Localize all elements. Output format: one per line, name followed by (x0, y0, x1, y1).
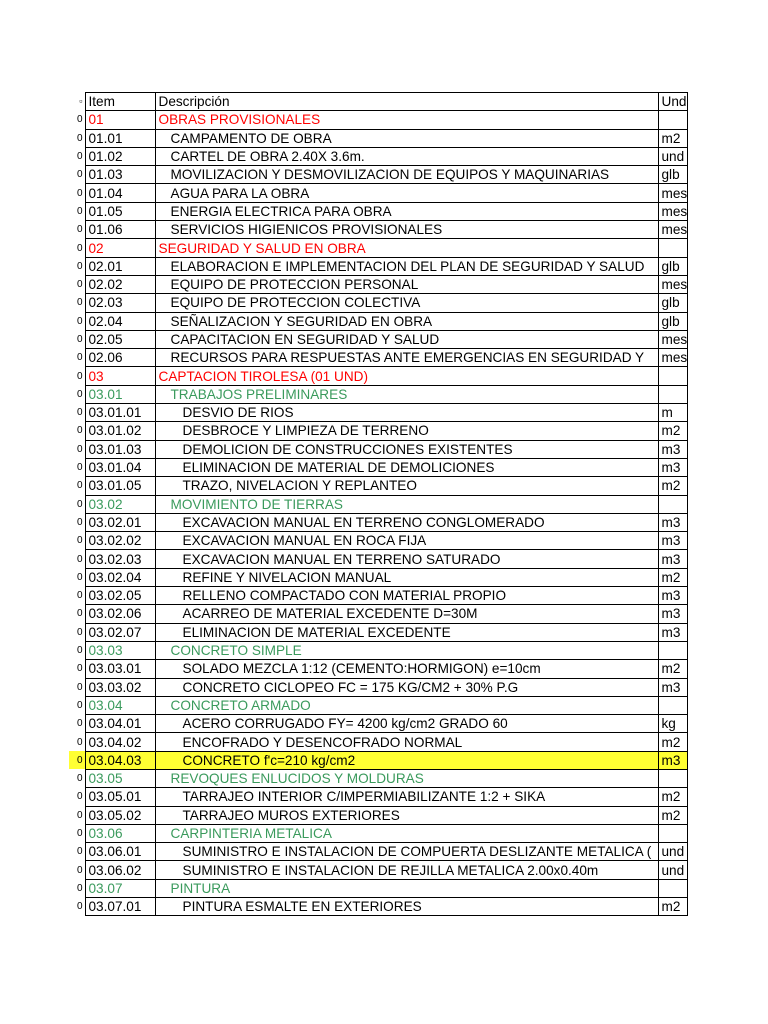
outline-level-marker[interactable]: 0 (76, 334, 83, 345)
item-code-cell[interactable]: 03.04.01 (85, 715, 155, 733)
outline-level-marker[interactable]: 0 (76, 425, 83, 437)
description-text: SUMINISTRO E INSTALACION DE COMPUERTA DESLIZANTE METALICA ( (182, 844, 652, 860)
item-code-cell[interactable]: 03.05.01 (85, 788, 155, 806)
outline-level-marker[interactable]: 0 (76, 901, 83, 913)
item-code-cell[interactable]: 02.05 (85, 330, 155, 348)
unit-cell[interactable] (658, 641, 688, 659)
description-cell[interactable] (155, 202, 658, 220)
description-cell[interactable] (155, 824, 658, 842)
table-row[interactable] (69, 678, 688, 696)
outline-level-marker[interactable]: 0 (76, 279, 83, 291)
unit-cell[interactable]: m3 (658, 587, 688, 605)
description-text: DESBROCE Y LIMPIEZA DE TERRENO (182, 423, 429, 439)
table-row[interactable] (69, 111, 688, 129)
unit-cell[interactable]: glb (658, 294, 688, 312)
outline-level-marker[interactable]: 0 (76, 571, 83, 583)
outline-level-marker[interactable]: 0 (76, 132, 83, 144)
outline-level-marker[interactable]: 0 (76, 169, 83, 181)
description-cell[interactable] (155, 221, 658, 239)
item-code-cell[interactable]: 01.05 (85, 202, 155, 220)
description-cell[interactable] (155, 184, 658, 202)
table-row[interactable] (69, 696, 688, 714)
item-code-cell[interactable]: 03.02.06 (85, 605, 155, 623)
unit-cell[interactable] (658, 696, 688, 714)
description-text: EXCAVACION MANUAL EN TERRENO SATURADO (182, 551, 501, 567)
description-text: CONCRETO f'c=210 kg/cm2 (182, 752, 356, 768)
table-row[interactable] (69, 422, 688, 440)
table-row[interactable] (69, 404, 688, 422)
description-cell[interactable] (155, 696, 658, 714)
item-code-cell[interactable]: 03.04 (85, 696, 155, 714)
description-cell[interactable] (155, 568, 658, 586)
description-cell[interactable] (155, 788, 658, 806)
description-text: DEMOLICION DE CONSTRUCCIONES EXISTENTES (182, 441, 513, 457)
item-code-cell[interactable]: 01.01 (85, 129, 155, 147)
unit-cell[interactable]: m2 (658, 660, 688, 678)
description-text: ELIMINACION DE MATERIAL EXCEDENTE (182, 624, 451, 640)
table-row[interactable] (69, 861, 688, 879)
unit-cell[interactable]: m3 (658, 440, 688, 458)
outline-level-marker[interactable]: 0 (76, 407, 83, 419)
unit-cell[interactable]: mes (658, 275, 688, 293)
description-text: CONCRETO ARMADO (170, 697, 311, 713)
description-cell[interactable] (155, 385, 658, 403)
description-text: ENERGIA ELECTRICA PARA OBRA (170, 203, 392, 219)
unit-cell[interactable]: und (658, 843, 688, 861)
item-code-cell[interactable]: 03.01 (85, 385, 155, 403)
table-row[interactable] (69, 568, 688, 586)
table-row[interactable] (69, 513, 688, 531)
description-text: REVOQUES ENLUCIDOS Y MOLDURAS (170, 771, 424, 787)
outline-level-marker[interactable]: 0 (76, 791, 83, 803)
table-row[interactable] (69, 349, 688, 367)
item-code-cell[interactable]: 03.07 (85, 879, 155, 897)
unit-cell[interactable]: m3 (658, 623, 688, 641)
unit-cell[interactable] (658, 111, 688, 129)
item-code-cell[interactable]: 01.06 (85, 221, 155, 239)
description-cell[interactable] (155, 623, 658, 641)
description-cell[interactable] (155, 495, 658, 513)
description-cell[interactable] (155, 861, 658, 879)
table-row[interactable] (69, 898, 688, 916)
description-text: RELLENO COMPACTADO CON MATERIAL PROPIO (182, 588, 507, 604)
unit-cell[interactable]: m2 (658, 568, 688, 586)
description-text: TRAZO, NIVELACION Y REPLANTEO (182, 478, 417, 494)
item-code-cell[interactable]: 03.02.05 (85, 587, 155, 605)
outline-level-marker[interactable]: 0 (76, 114, 83, 126)
outline-level-marker[interactable]: 0 (76, 608, 83, 620)
item-code-cell[interactable]: 03.04.02 (85, 733, 155, 751)
table-row[interactable] (69, 330, 688, 348)
outline-level-marker[interactable]: 0 (76, 151, 83, 163)
description-text: EXCAVACION MANUAL EN ROCA FIJA (182, 533, 427, 549)
item-code-cell[interactable]: 03.01.02 (85, 422, 155, 440)
item-code-cell[interactable]: 03 (85, 367, 155, 385)
table-row[interactable] (69, 605, 688, 623)
description-cell[interactable] (155, 715, 658, 733)
description-cell[interactable] (155, 751, 658, 769)
unit-cell[interactable]: m3 (658, 513, 688, 531)
unit-cell[interactable] (658, 385, 688, 403)
outline-level-marker[interactable]: 0 (76, 590, 83, 602)
unit-cell[interactable]: m2 (658, 806, 688, 824)
description-cell[interactable] (155, 275, 658, 293)
table-row[interactable] (69, 221, 688, 239)
table-row[interactable] (69, 879, 688, 897)
description-cell[interactable] (155, 806, 658, 824)
item-code-cell[interactable]: 03.02.01 (85, 513, 155, 531)
description-cell[interactable] (155, 458, 658, 476)
unit-cell[interactable] (658, 239, 688, 257)
description-text: TRABAJOS PRELIMINARES (170, 386, 348, 402)
table-row[interactable] (69, 532, 688, 550)
description-text: CAMPAMENTO DE OBRA (170, 130, 332, 146)
table-body (69, 111, 688, 916)
item-code-cell[interactable]: 03.06.02 (85, 861, 155, 879)
description-text: CARPINTERIA METALICA (170, 826, 332, 842)
table-row[interactable] (69, 367, 688, 385)
budget-table (69, 92, 688, 916)
table-row[interactable] (69, 129, 688, 147)
description-cell[interactable] (155, 513, 658, 531)
description-text: EXCAVACION MANUAL EN TERRENO CONGLOMERADO (182, 514, 545, 530)
outline-level-marker[interactable]: 0 (76, 224, 83, 236)
outline-level-marker[interactable]: 0 (76, 846, 83, 858)
outline-level-marker[interactable]: 0 (76, 443, 83, 455)
unit-cell[interactable]: m (658, 404, 688, 422)
outline-level-marker[interactable]: 0 (76, 626, 83, 638)
table-row[interactable] (69, 806, 688, 824)
unit-cell[interactable]: mes (658, 184, 688, 202)
description-text: TARRAJEO MUROS EXTERIORES (182, 807, 400, 823)
outline-level-marker[interactable]: 0 (76, 699, 83, 711)
outline-level-marker[interactable]: 0 (76, 864, 83, 876)
header-und[interactable]: Und (658, 93, 688, 111)
unit-cell[interactable]: mes (658, 202, 688, 220)
description-cell[interactable] (155, 532, 658, 550)
outline-level-marker[interactable]: 0 (76, 773, 83, 785)
unit-cell[interactable]: mes (658, 221, 688, 239)
table-row[interactable] (69, 294, 688, 312)
unit-cell[interactable] (658, 879, 688, 897)
description-cell[interactable] (155, 166, 658, 184)
description-text: EQUIPO DE PROTECCION COLECTIVA (170, 295, 421, 311)
item-code-cell[interactable]: 03.01.01 (85, 404, 155, 422)
outline-level-marker[interactable]: 0 (76, 242, 83, 254)
unit-cell[interactable]: m3 (658, 678, 688, 696)
unit-cell[interactable]: m3 (658, 605, 688, 623)
description-text: SEGURIDAD Y SALUD EN OBRA (158, 240, 366, 256)
table-row[interactable] (69, 184, 688, 202)
description-cell[interactable] (155, 660, 658, 678)
description-text: CONCRETO CICLOPEO FC = 175 KG/CM2 + 30% P.G (182, 679, 519, 695)
description-cell[interactable] (155, 367, 658, 385)
description-cell[interactable] (155, 257, 658, 275)
unit-cell[interactable]: mes (658, 330, 688, 348)
description-text: CAPACITACION EN SEGURIDAD Y SALUD (170, 332, 440, 347)
unit-cell[interactable]: m2 (658, 788, 688, 806)
item-code-cell[interactable]: 03.01.03 (85, 440, 155, 458)
description-cell[interactable] (155, 605, 658, 623)
description-text: TARRAJEO INTERIOR C/IMPERMIABILIZANTE 1:2 + SIKA (182, 789, 546, 805)
description-text: EQUIPO DE PROTECCION PERSONAL (170, 277, 419, 293)
table-row[interactable] (69, 257, 688, 275)
description-cell[interactable] (155, 404, 658, 422)
table-row[interactable] (69, 147, 688, 165)
item-code-cell[interactable]: 03.02 (85, 495, 155, 513)
outline-level-marker[interactable]: 0 (76, 480, 83, 492)
description-cell[interactable] (155, 843, 658, 861)
unit-cell[interactable]: m3 (658, 458, 688, 476)
description-cell[interactable] (155, 349, 658, 367)
item-code-cell[interactable]: 03.03.01 (85, 660, 155, 678)
table-row[interactable] (69, 641, 688, 659)
description-cell[interactable] (155, 422, 658, 440)
table-row[interactable] (69, 440, 688, 458)
table-row[interactable] (69, 495, 688, 513)
description-cell[interactable] (155, 898, 658, 916)
unit-cell[interactable] (658, 367, 688, 385)
item-code-cell[interactable]: 03.06.01 (85, 843, 155, 861)
unit-cell[interactable]: m3 (658, 751, 688, 769)
table-row[interactable] (69, 788, 688, 806)
table-row[interactable] (69, 202, 688, 220)
description-text: ACARREO DE MATERIAL EXCEDENTE D=30M (182, 606, 478, 622)
table-row[interactable] (69, 824, 688, 842)
description-cell[interactable] (155, 587, 658, 605)
description-cell[interactable] (155, 111, 658, 129)
outline-level-marker[interactable]: 0 (76, 663, 83, 675)
item-code-cell[interactable]: 03.04.03 (85, 751, 155, 769)
unit-cell[interactable] (658, 824, 688, 842)
item-code-cell[interactable]: 01.03 (85, 166, 155, 184)
outline-level-marker[interactable]: 0 (76, 260, 83, 272)
description-cell[interactable] (155, 129, 658, 147)
unit-cell[interactable]: m2 (658, 733, 688, 751)
item-code-cell[interactable]: 03.01.04 (85, 458, 155, 476)
description-text: CARTEL DE OBRA 2.40X 3.6m. (170, 149, 365, 165)
table-row[interactable] (69, 275, 688, 293)
outline-level-marker[interactable]: 0 (76, 645, 83, 657)
description-text: AGUA PARA LA OBRA (170, 185, 310, 201)
table-row[interactable] (69, 312, 688, 330)
table-row[interactable] (69, 550, 688, 568)
item-code-cell[interactable]: 03.02.04 (85, 568, 155, 586)
item-code-cell[interactable]: 03.05.02 (85, 806, 155, 824)
unit-cell[interactable] (658, 769, 688, 787)
description-text: ELABORACION E IMPLEMENTACION DEL PLAN DE SEGURIDAD Y SALUD (170, 258, 645, 274)
table-row[interactable] (69, 458, 688, 476)
unit-cell[interactable]: m2 (658, 477, 688, 495)
item-code-cell[interactable]: 01.04 (85, 184, 155, 202)
table-row[interactable] (69, 660, 688, 678)
table-row[interactable] (69, 166, 688, 184)
unit-cell[interactable]: glb (658, 166, 688, 184)
outline-level-marker[interactable]: 0 (76, 297, 83, 309)
description-cell[interactable] (155, 678, 658, 696)
description-text: SUMINISTRO E INSTALACION DE REJILLA METALICA 2.00x0.40m (182, 862, 599, 878)
outline-level-marker[interactable]: 0 (76, 809, 83, 821)
outline-level-marker[interactable]: 0 (76, 462, 83, 474)
description-text: CONCRETO SIMPLE (170, 643, 302, 659)
table-row[interactable] (69, 843, 688, 861)
description-text: PINTURA ESMALTE EN EXTERIORES (182, 899, 422, 915)
unit-cell[interactable]: m2 (658, 422, 688, 440)
outline-level-marker[interactable]: 0 (76, 187, 83, 199)
description-text: REFINE Y NIVELACION MANUAL (182, 569, 392, 585)
item-code-cell[interactable]: 03.02.07 (85, 623, 155, 641)
outline-level-marker[interactable]: 0 (76, 205, 83, 217)
table-row[interactable] (69, 587, 688, 605)
item-code-cell[interactable]: 02.03 (85, 294, 155, 312)
table-row[interactable] (69, 715, 688, 733)
item-code-cell[interactable]: 03.05 (85, 769, 155, 787)
item-code-cell[interactable]: 01.02 (85, 147, 155, 165)
item-code-cell[interactable]: 03.02.02 (85, 532, 155, 550)
outline-level-marker[interactable]: 0 (76, 388, 83, 400)
description-text: SEÑALIZACION Y SEGURIDAD EN OBRA (170, 313, 433, 329)
unit-cell[interactable]: m3 (658, 532, 688, 550)
description-text: ELIMINACION DE MATERIAL DE DEMOLICIONES (182, 460, 495, 476)
item-code-cell[interactable]: 02.02 (85, 275, 155, 293)
table-row[interactable] (69, 385, 688, 403)
table-row[interactable] (69, 751, 688, 769)
description-text: MOVILIZACION Y DESMOVILIZACION DE EQUIPOS Y MAQUINARIAS (170, 167, 610, 183)
item-code-cell[interactable]: 03.03 (85, 641, 155, 659)
outline-level-marker[interactable]: 0 (76, 718, 83, 730)
item-code-cell[interactable]: 01 (85, 111, 155, 129)
item-code-cell[interactable]: 03.02.03 (85, 550, 155, 568)
description-text: PINTURA (170, 880, 231, 896)
unit-cell[interactable]: und (658, 147, 688, 165)
item-code-cell[interactable]: 03.07.01 (85, 898, 155, 916)
description-cell[interactable] (155, 440, 658, 458)
unit-cell[interactable]: und (658, 861, 688, 879)
outline-level-marker[interactable]: 0 (76, 535, 83, 547)
description-cell[interactable] (155, 769, 658, 787)
outline-level-marker[interactable]: 0 (76, 828, 83, 840)
outline-level-marker[interactable]: 0 (76, 315, 83, 327)
description-text: RECURSOS PARA RESPUESTAS ANTE EMERGENCIAS EN SEGURIDAD Y (170, 350, 645, 366)
outline-level-marker[interactable]: 0 (76, 370, 83, 382)
description-text: ACERO CORRUGADO FY= 4200 kg/cm2 GRADO 60 (182, 716, 508, 732)
unit-cell[interactable]: glb (658, 257, 688, 275)
header-descripcion[interactable]: Descripción (155, 93, 658, 111)
unit-cell[interactable]: glb (658, 312, 688, 330)
outline-level-marker[interactable]: 0 (76, 882, 83, 894)
description-cell[interactable] (155, 550, 658, 568)
outline-level-marker[interactable]: 0 (69, 751, 85, 769)
table-row[interactable] (69, 623, 688, 641)
outline-level-marker[interactable]: 0 (76, 736, 83, 748)
item-code-cell[interactable]: 02.04 (85, 312, 155, 330)
outline-level-marker[interactable]: 0 (76, 352, 83, 364)
item-code-cell[interactable]: 03.06 (85, 824, 155, 842)
row-control-icon[interactable]: ▫ (79, 96, 83, 107)
unit-cell[interactable] (658, 495, 688, 513)
unit-cell[interactable]: m3 (658, 550, 688, 568)
table-row[interactable] (69, 477, 688, 495)
description-text: CAPTACION TIROLESA (01 UND) (158, 368, 368, 384)
description-cell[interactable] (155, 641, 658, 659)
description-cell[interactable] (155, 294, 658, 312)
description-cell[interactable] (155, 733, 658, 751)
description-text: OBRAS PROVISIONALES (158, 112, 321, 128)
table-row[interactable] (69, 769, 688, 787)
outline-level-marker[interactable]: 0 (76, 516, 83, 528)
item-code-cell[interactable]: 02.01 (85, 257, 155, 275)
unit-cell[interactable]: mes (658, 349, 688, 367)
outline-level-marker[interactable]: 0 (76, 681, 83, 693)
description-cell[interactable] (155, 477, 658, 495)
unit-cell[interactable]: kg (658, 715, 688, 733)
header-row (69, 93, 688, 111)
item-code-cell[interactable]: 03.03.02 (85, 678, 155, 696)
description-cell[interactable] (155, 879, 658, 897)
description-text: ENCOFRADO Y DESENCOFRADO NORMAL (182, 734, 463, 750)
table-row[interactable] (69, 239, 688, 257)
description-cell[interactable] (155, 312, 658, 330)
header-item[interactable]: Item (85, 93, 155, 111)
description-text: DESVIO DE RIOS (182, 405, 294, 421)
description-text: SERVICIOS HIGIENICOS PROVISIONALES (170, 222, 443, 238)
item-code-cell[interactable]: 02.06 (85, 349, 155, 367)
table-row[interactable] (69, 733, 688, 751)
description-text: MOVIMIENTO DE TIERRAS (170, 496, 343, 512)
item-code-cell[interactable]: 02 (85, 239, 155, 257)
unit-cell[interactable]: m2 (658, 129, 688, 147)
description-cell[interactable] (155, 330, 658, 348)
outline-level-marker[interactable]: 0 (76, 498, 83, 510)
unit-cell[interactable]: m2 (658, 898, 688, 916)
item-code-cell[interactable]: 03.01.05 (85, 477, 155, 495)
description-cell[interactable] (155, 239, 658, 257)
description-cell[interactable] (155, 147, 658, 165)
outline-level-marker[interactable]: 0 (76, 553, 83, 565)
description-text: SOLADO MEZCLA 1:12 (CEMENTO:HORMIGON) e=10cm (182, 661, 541, 677)
